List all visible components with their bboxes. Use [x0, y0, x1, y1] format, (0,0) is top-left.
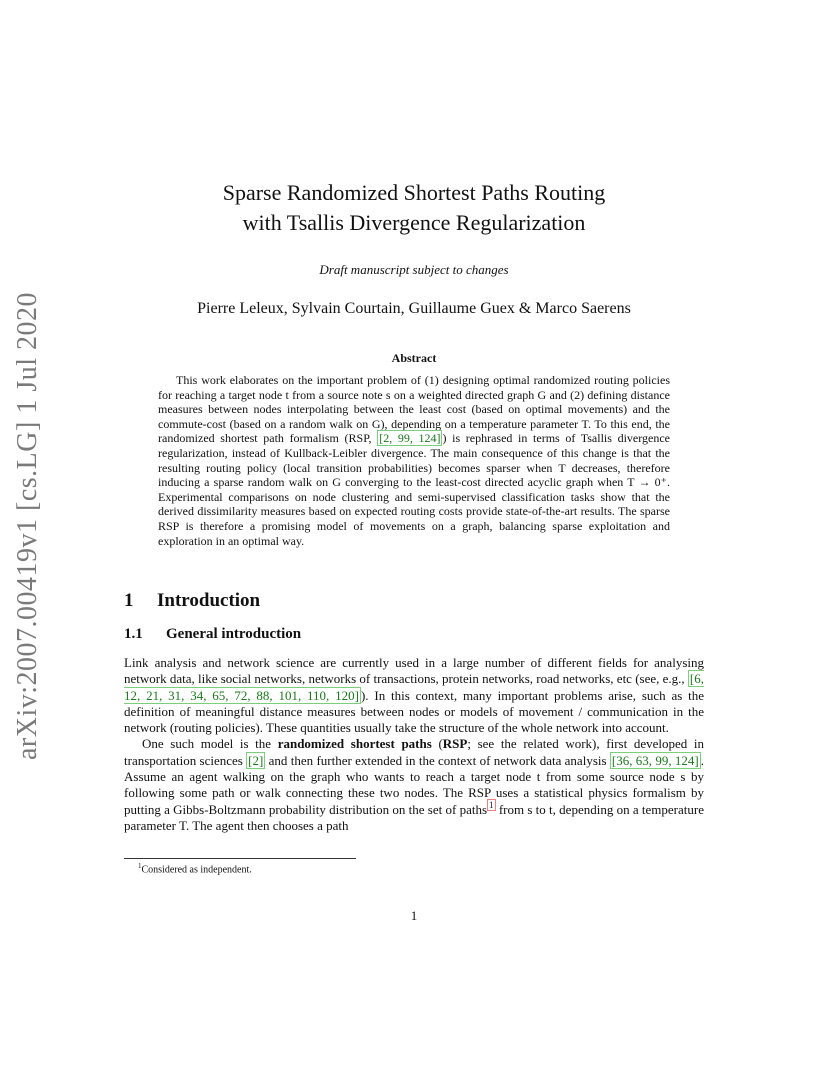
para2-text-a: One such model is the — [142, 736, 278, 752]
subsection-number: 1.1 — [124, 626, 143, 642]
subsection-title: General introduction — [166, 626, 302, 642]
para2-text-f: from s to t, depending on a temperature parameter T. The agent then chooses a path — [124, 801, 704, 833]
abstract-part-2: ) is rephrased in terms of Tsallis divergence regularization, instead of Kullback-Leibler divergence. The main consequence of this change is that the resulting routing policy (local transition probabilities) becomes sparser when T decreases, therefore inducing a sparse random walk on G converging to the least-cost directed acyclic graph when T → 0⁺. Experimental comparisons on node clustering and semi-supervised classification tasks show that the derived dissimilarity measures based on expected routing costs provide state-of-the-art results. The sparse RSP is therefore a promising model of movements on a graph, balancing sparse exploitation and exploration in an optimal way. — [158, 431, 670, 548]
title-line-1: Sparse Randomized Shortest Paths Routing — [222, 180, 606, 205]
para2-text-c: ; see the related work), first developed in transportation sciences — [124, 736, 704, 768]
body-text — [124, 655, 704, 834]
bold-term: randomized shortest paths — [277, 736, 432, 752]
footnote-mark: 1 — [138, 862, 142, 870]
section-heading — [124, 590, 260, 612]
para1-text-b: ). In this context, many important problems arise, such as the definition of meaningful distance measures between nodes or models of movement / communication in the network (routing policies). These quantities usually take the structure of the whole network into account. — [124, 687, 704, 736]
footnote — [138, 862, 252, 875]
para2-text-b: ( — [431, 736, 443, 752]
para1-text-a: Link analysis and network science are currently used in a large number of different fields for analysing network data, like social networks, networks of transactions, protein networks, road networks, etc (see, e.g., — [124, 655, 704, 687]
page-number: 1 — [410, 908, 418, 923]
citation-link[interactable]: [2, 99, 124] — [379, 431, 441, 446]
abstract-text — [158, 373, 670, 548]
para2-text-e: . Assume an agent walking on the graph who wants to reach a target node t from some source node s by following some path or walk connecting these two nodes. The RSP uses a statistical physics formalism by putting a Gibbs-Boltzmann probability distribution on the set of paths — [124, 752, 704, 817]
citation-link[interactable]: [36, 63, 99, 124] — [611, 752, 699, 768]
paragraph-2 — [124, 736, 704, 834]
paper-title — [0, 178, 828, 238]
abstract-part-1: This work elaborates on the important problem of (1) designing optimal randomized routing policies for reaching a target node t from a source note s on a weighted directed graph G and (2) defining distance measures between nodes interpolating between the least cost (based on optimal movements) and the commute-cost (based on a random walk on G), depending on a temperature parameter T. To this end, the randomized shortest path formalism (RSP, — [158, 373, 670, 446]
footnote-divider — [124, 858, 356, 859]
subsection-heading — [124, 626, 301, 643]
author-list: Pierre Leleux, Sylvain Courtain, Guillaume Guex & Marco Saerens — [197, 300, 631, 317]
section-number: 1 — [124, 590, 134, 611]
bold-abbrev: RSP — [442, 736, 468, 752]
abstract-heading: Abstract — [391, 351, 437, 365]
citation-link[interactable]: [2] — [248, 752, 264, 768]
footnote-text: Considered as independent. — [141, 864, 252, 876]
manuscript-note: Draft manuscript subject to changes — [319, 262, 509, 277]
title-line-2: with Tsallis Divergence Regularization — [242, 210, 586, 235]
section-title: Introduction — [157, 590, 261, 611]
footnote-link[interactable]: 1 — [489, 800, 494, 811]
citation-link[interactable]: [6, 12, 21, 31, 34, 65, 72, 88, 101, 110, 120] — [124, 671, 704, 703]
para2-text-d: and then further extended in the context of network data analysis — [265, 752, 610, 768]
paragraph-1 — [124, 655, 704, 736]
arxiv-identifier[interactable]: arXiv:2007.00419v1 [cs.LG] 1 Jul 2020 — [12, 291, 43, 760]
